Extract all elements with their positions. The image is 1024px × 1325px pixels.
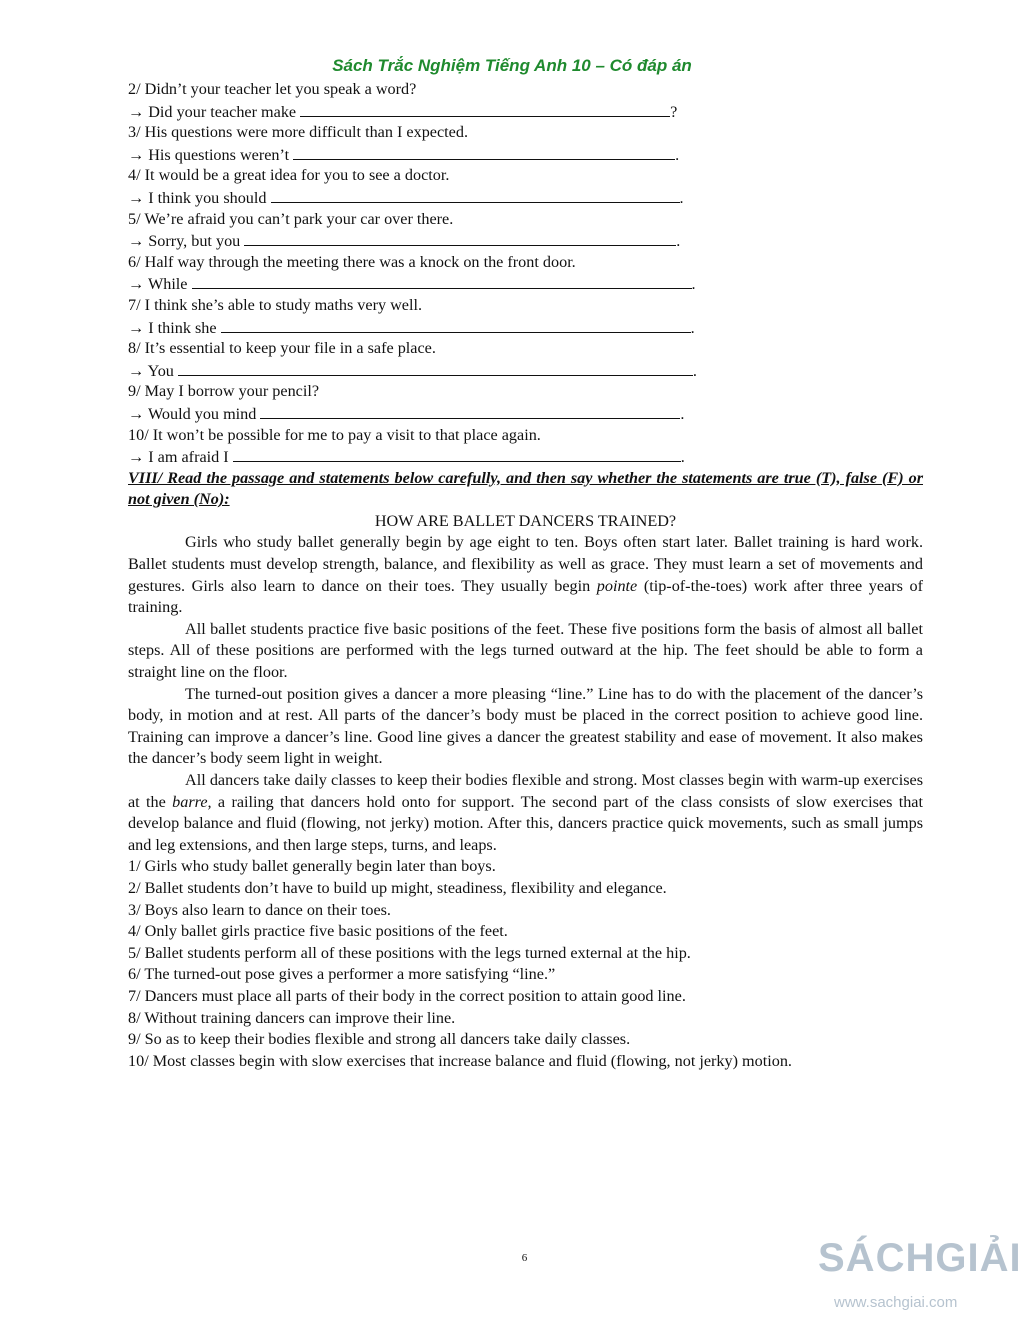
answer-blank[interactable] bbox=[178, 360, 693, 376]
rewrite-answer-line bbox=[128, 360, 923, 382]
statements-list bbox=[128, 856, 923, 1072]
answer-end: . bbox=[690, 318, 695, 337]
passage-paragraph bbox=[128, 770, 923, 856]
italic-term: pointe bbox=[596, 576, 638, 595]
statement-item: 10/ Most classes begin with slow exercises that increase balance and fluid (flowing, not jerky) motion. bbox=[128, 1051, 792, 1070]
answer-start: → I am afraid I bbox=[128, 448, 229, 467]
rewrite-answer-line bbox=[128, 403, 923, 425]
answer-start: → Sorry, but you bbox=[128, 232, 241, 251]
rewrite-answer-line bbox=[128, 101, 923, 123]
statement-item: 1/ Girls who study ballet generally begin later than boys. bbox=[128, 857, 496, 876]
passage-title: HOW ARE BALLET DANCERS TRAINED? bbox=[374, 511, 677, 530]
answer-start: → Did your teacher make bbox=[128, 102, 297, 121]
rewrite-prompt: 4/ It would be a great idea for you to see a doctor. bbox=[128, 166, 450, 185]
rewrite-prompt: 3/ His questions were more difficult than I expected. bbox=[128, 123, 468, 142]
answer-end: ? bbox=[670, 102, 678, 121]
rewrite-prompt: 7/ I think she’s able to study maths very well. bbox=[128, 295, 423, 314]
rewrite-prompt: 9/ May I borrow your pencil? bbox=[128, 382, 320, 401]
answer-start: → You bbox=[128, 361, 174, 380]
passage-paragraph: The turned-out position gives a dancer a more pleasing “line.” Line has to do with the placement of the dancer’s body, in motion and at rest. All parts of the dancer’s body must be placed in the correct position to achieve good line. Training can improve a dancer’s line. Good line gives a dancer the greatest stability and ease of movement. It also makes the dancer’s body seem light in weight. bbox=[128, 684, 923, 768]
statement-item: 6/ The turned-out pose gives a performer a more satisfying “line.” bbox=[128, 965, 556, 984]
paragraph-text: (tip-of-the-toes) work after three years of training. bbox=[128, 576, 923, 617]
paragraph-text: Girls who study ballet generally begin by age eight to ten. Boys often start later. Ballet training is hard work. Ballet students must develop strength, balance, and flexibility as well as grace. They must learn a set of movements and gestures. Girls also learn to dance on their toes. They usually begin bbox=[128, 533, 923, 595]
rewrite-prompt: 5/ We’re afraid you can’t park your car over there. bbox=[128, 209, 454, 228]
answer-start: → Would you mind bbox=[128, 404, 257, 423]
watermark-logo bbox=[812, 1222, 1024, 1322]
statement-item: 8/ Without training dancers can improve their line. bbox=[128, 1008, 456, 1027]
answer-blank[interactable] bbox=[244, 230, 676, 246]
rewrite-answer-line bbox=[128, 446, 923, 468]
italic-term: barre, bbox=[172, 792, 212, 811]
section-viii-instructions: VIII/ Read the passage and statements below carefully, and then say whether the statements are true (T), false (F) or not given (No): bbox=[128, 468, 923, 509]
rewrite-answer-line bbox=[128, 273, 923, 295]
answer-end: . bbox=[679, 188, 684, 207]
passage-paragraph bbox=[128, 532, 923, 618]
page-header-title: Sách Trắc Nghiệm Tiếng Anh 10 – Có đáp án bbox=[332, 56, 692, 75]
page-content bbox=[128, 79, 923, 1072]
answer-end: . bbox=[675, 145, 680, 164]
answer-blank[interactable] bbox=[293, 144, 675, 160]
answer-end: . bbox=[680, 448, 685, 467]
statement-item: 2/ Ballet students don’t have to build up might, steadiness, flexibility and elegance. bbox=[128, 878, 667, 897]
statement-item: 3/ Boys also learn to dance on their toes. bbox=[128, 900, 391, 919]
answer-start: → I think you should bbox=[128, 188, 267, 207]
answer-end: . bbox=[692, 361, 697, 380]
answer-end: . bbox=[676, 232, 681, 251]
answer-blank[interactable] bbox=[233, 446, 681, 462]
answer-end: . bbox=[691, 275, 696, 294]
statement-item: 7/ Dancers must place all parts of their body in the correct position to attain good line. bbox=[128, 986, 686, 1005]
rewrite-answer-line bbox=[128, 144, 923, 166]
statement-item: 9/ So as to keep their bodies flexible and strong all dancers take daily classes. bbox=[128, 1030, 631, 1049]
statement-item: 5/ Ballet students perform all of these positions with the legs turned external at the hip. bbox=[128, 943, 691, 962]
answer-start: → I think she bbox=[128, 318, 217, 337]
rewrite-prompt: 2/ Didn’t your teacher let you speak a word? bbox=[128, 80, 417, 98]
rewrite-exercise bbox=[128, 79, 923, 468]
answer-start: → His questions weren’t bbox=[128, 145, 290, 164]
answer-blank[interactable] bbox=[221, 317, 691, 333]
rewrite-prompt: 6/ Half way through the meeting there was a knock on the front door. bbox=[128, 252, 576, 271]
answer-start: → While bbox=[128, 275, 188, 294]
rewrite-prompt: 8/ It’s essential to keep your file in a safe place. bbox=[128, 339, 436, 358]
statement-item: 4/ Only ballet girls practice five basic positions of the feet. bbox=[128, 922, 508, 941]
watermark-logo-text: SÁCHGIẢI bbox=[818, 1236, 1022, 1280]
answer-blank[interactable] bbox=[192, 273, 692, 289]
answer-blank[interactable] bbox=[260, 403, 680, 419]
paragraph-text: a railing that dancers hold onto for support. The second part of the class consists of slow exercises that develop balance and fluid (flowing, not jerky) motion. After this, dancers practice quick movements, such as small jumps and leg extensions, and then large steps, turns, and leaps. bbox=[128, 792, 923, 854]
answer-blank[interactable] bbox=[271, 187, 680, 203]
watermark-url: www.sachgiai.com bbox=[834, 1294, 958, 1311]
rewrite-prompt: 10/ It won’t be possible for me to pay a visit to that place again. bbox=[128, 425, 541, 444]
answer-blank[interactable] bbox=[300, 101, 670, 117]
page-number: 6 bbox=[521, 1252, 528, 1264]
answer-end: . bbox=[680, 404, 685, 423]
rewrite-answer-line bbox=[128, 187, 923, 209]
passage-paragraph: All ballet students practice five basic positions of the feet. These five positions form the basis of almost all ballet steps. All of these positions are performed with the legs turned outward at the hip. The feet should be able to form a straight line on the floor. bbox=[128, 619, 923, 682]
rewrite-answer-line bbox=[128, 230, 923, 252]
paragraph-text: All dancers take daily classes to keep their bodies flexible and strong. Most classes begin with warm-up exercises at the bbox=[128, 771, 923, 811]
rewrite-answer-line bbox=[128, 317, 923, 339]
